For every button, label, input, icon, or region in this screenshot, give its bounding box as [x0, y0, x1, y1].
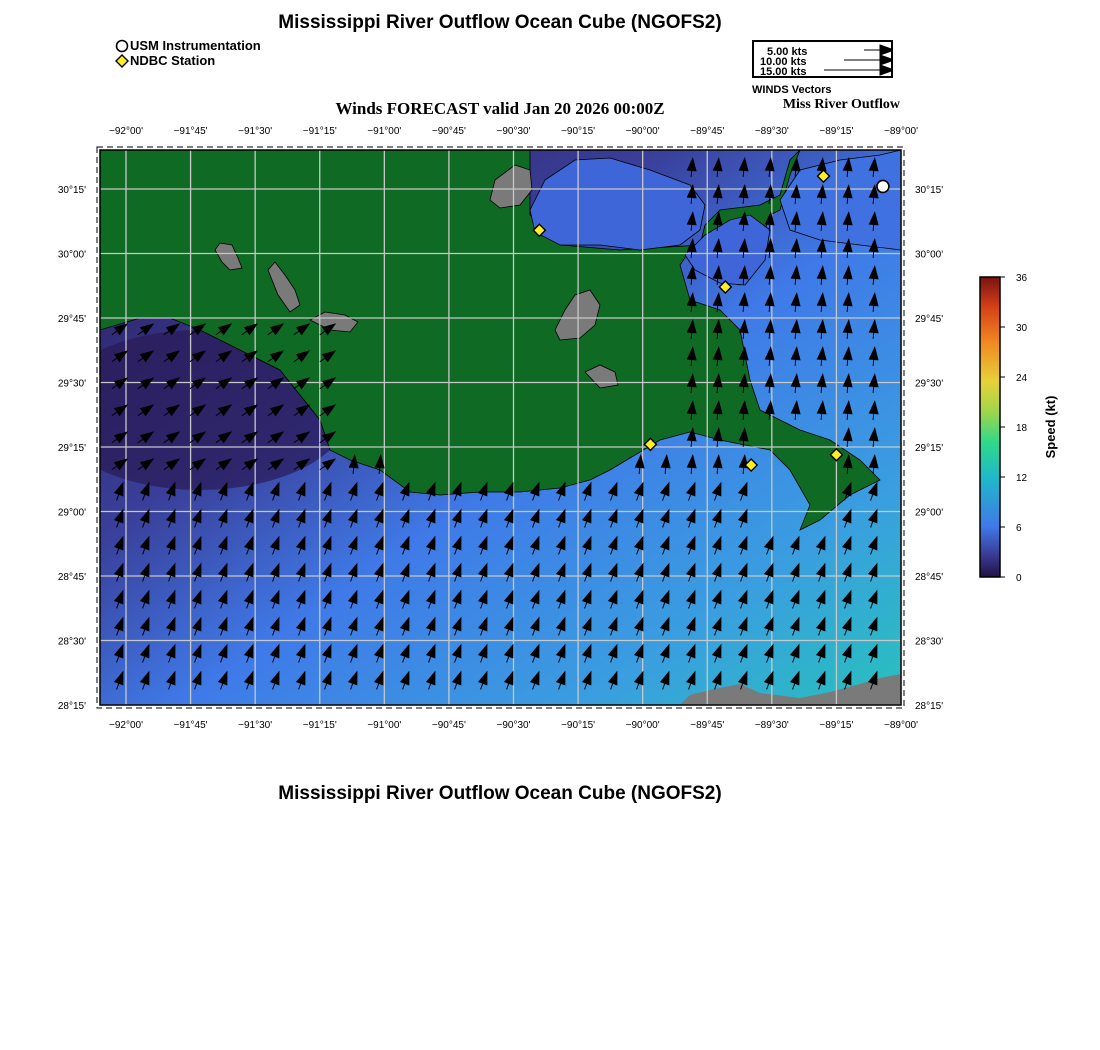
- vector-scale-label-15: 15.00 kts: [760, 66, 807, 78]
- lon-tick-label-bottom: −91°30': [238, 720, 273, 731]
- legend-label-ndbc: NDBC Station: [130, 53, 216, 68]
- lon-ticks-bottom: [109, 720, 918, 731]
- usm-station-marker: [877, 180, 889, 192]
- lon-tick-label-top: −89°15': [819, 126, 854, 137]
- lon-tick-label-top: −91°15': [302, 126, 337, 137]
- colorbar-ticks: [1000, 273, 1028, 584]
- lat-tick-label-right: 28°45': [915, 572, 944, 583]
- legend-label-usm: USM Instrumentation: [130, 38, 261, 53]
- colorbar-tick-label: 18: [1016, 423, 1028, 434]
- lat-tick-label-left: 28°30': [57, 636, 86, 648]
- lon-tick-label-top: −90°30': [496, 126, 531, 137]
- lat-tick-label-right: 29°00': [915, 507, 944, 519]
- lon-tick-label-bottom: −89°00': [884, 720, 918, 731]
- lon-tick-label-bottom: −90°45': [431, 720, 466, 731]
- colorbar-tick-label: 0: [1016, 573, 1022, 584]
- lon-tick-label-bottom: −91°15': [302, 720, 337, 731]
- speed-colorbar: [980, 273, 1058, 584]
- vector-legend-caption: WINDS Vectors: [752, 84, 832, 96]
- lon-tick-label-top: −89°30': [754, 126, 789, 137]
- lat-tick-label-left: 28°15': [57, 701, 86, 712]
- colorbar-tick-label: 36: [1016, 273, 1028, 284]
- lon-ticks-top: [109, 126, 918, 137]
- colorbar-tick-label: 6: [1016, 523, 1022, 534]
- lat-tick-label-left: 28°45': [57, 572, 86, 583]
- colorbar-tick-label: 24: [1016, 373, 1028, 384]
- lon-tick-label-bottom: −91°45': [173, 720, 208, 731]
- lon-tick-label-bottom: −89°30': [754, 720, 789, 731]
- lon-tick-label-top: −91°45': [173, 126, 208, 137]
- map-title: Winds FORECAST valid Jan 20 2026 00:00Z: [335, 99, 665, 118]
- lon-tick-label-top: −92°00': [109, 126, 143, 137]
- lat-tick-label-left: 29°15': [57, 443, 86, 454]
- lat-tick-label-right: 28°15': [915, 701, 944, 712]
- vector-scale-label-5: 5.00 kts: [767, 46, 808, 58]
- lat-tick-label-right: 30°15': [915, 185, 944, 196]
- colorbar-label: Speed (kt): [1043, 395, 1058, 459]
- lat-ticks-right: [915, 185, 943, 712]
- lat-tick-label-left: 29°45': [57, 314, 86, 325]
- lat-tick-label-left: 29°00': [57, 507, 86, 519]
- lon-tick-label-bottom: −92°00': [109, 720, 143, 731]
- region-label: Miss River Outflow: [782, 97, 900, 112]
- lon-tick-label-bottom: −91°00': [367, 720, 402, 731]
- lon-tick-label-top: −90°15': [561, 126, 596, 137]
- lat-tick-label-right: 28°30': [915, 636, 944, 648]
- lat-tick-label-right: 29°45': [915, 314, 944, 325]
- lon-tick-label-top: −89°00': [884, 126, 918, 137]
- lon-tick-label-top: −90°00': [625, 126, 660, 137]
- lon-tick-label-bottom: −90°00': [625, 720, 660, 731]
- page-title: Mississippi River Outflow Ocean Cube (NGOFS2): [278, 12, 722, 33]
- lat-tick-label-left: 30°15': [57, 185, 86, 196]
- colorbar-tick-label: 12: [1016, 473, 1028, 484]
- lon-tick-label-top: −89°45': [690, 126, 725, 137]
- lat-tick-label-right: 30°00': [915, 249, 944, 261]
- lon-tick-label-top: −90°45': [431, 126, 466, 137]
- lon-tick-label-bottom: −89°15': [819, 720, 854, 731]
- lat-tick-label-right: 29°15': [915, 443, 944, 454]
- lon-tick-label-bottom: −90°30': [496, 720, 531, 731]
- lon-tick-label-bottom: −89°45': [690, 720, 725, 731]
- lat-tick-label-left: 29°30': [57, 378, 86, 390]
- colorbar-ramp: [980, 277, 1000, 577]
- second-panel-title: Mississippi River Outflow Ocean Cube (NGOFS2): [278, 783, 722, 804]
- lon-tick-label-top: −91°30': [238, 126, 273, 137]
- lat-tick-label-left: 30°00': [57, 249, 86, 261]
- lon-tick-label-top: −91°00': [367, 126, 402, 137]
- lat-ticks-left: [58, 185, 86, 712]
- vector-scale-label-10: 10.00 kts: [760, 56, 807, 68]
- colorbar-tick-label: 30: [1016, 323, 1028, 334]
- lon-tick-label-bottom: −90°15': [561, 720, 596, 731]
- lat-tick-label-right: 29°30': [915, 378, 944, 390]
